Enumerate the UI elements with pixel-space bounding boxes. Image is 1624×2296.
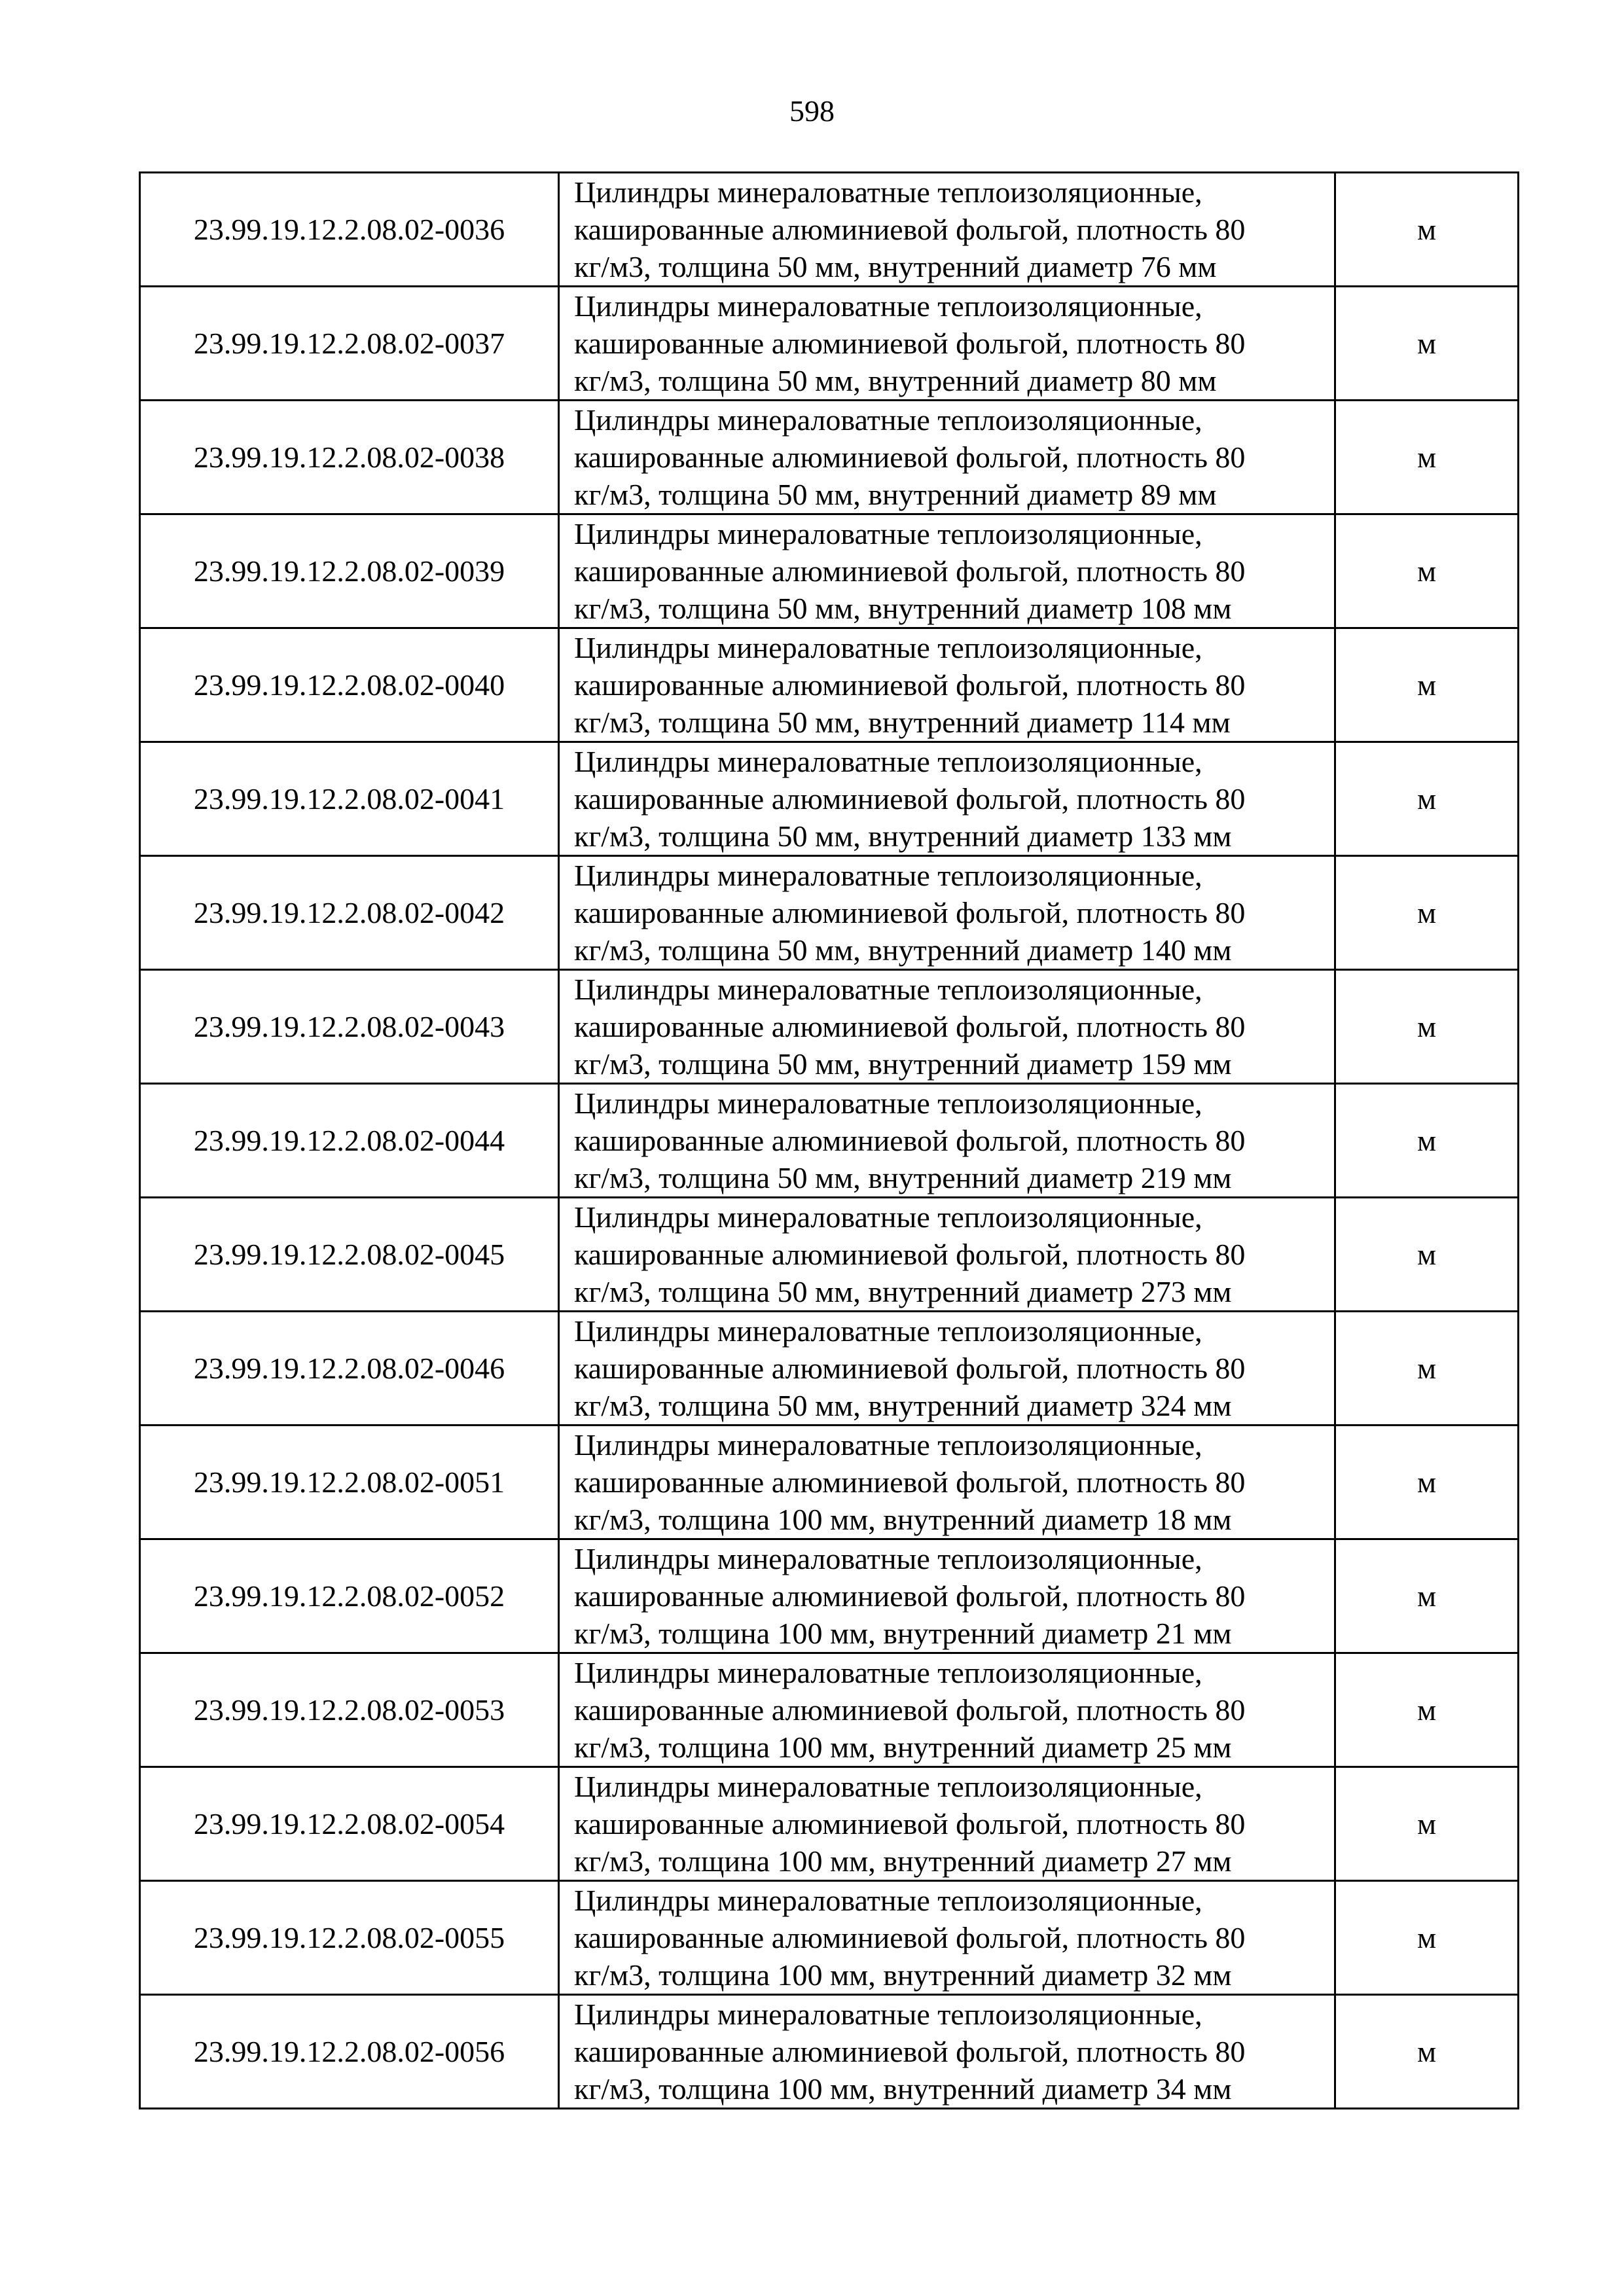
description-line: Цилиндры минераловатные теплоизоляционные, [574, 289, 1202, 323]
resource-table [139, 171, 1519, 2109]
resource-description [559, 287, 1335, 401]
description-line: кашированные алюминиевой фольгой, плотность 80 [574, 213, 1246, 246]
unit-of-measure: м [1335, 287, 1519, 401]
description-line: Цилиндры минераловатные теплоизоляционные, [574, 973, 1202, 1006]
description-line: кашированные алюминиевой фольгой, плотность 80 [574, 2035, 1246, 2068]
resource-code: 23.99.19.12.2.08.02-0051 [140, 1426, 559, 1539]
table-row [140, 1767, 1519, 1881]
description-line: кашированные алюминиевой фольгой, плотность 80 [574, 440, 1246, 474]
table-row [140, 401, 1519, 514]
resource-code: 23.99.19.12.2.08.02-0039 [140, 514, 559, 628]
unit-of-measure: м [1335, 856, 1519, 970]
unit-of-measure: м [1335, 970, 1519, 1084]
description-line: Цилиндры минераловатные теплоизоляционные, [574, 1770, 1202, 1803]
table-row [140, 1995, 1519, 2109]
table-row [140, 628, 1519, 742]
resource-code: 23.99.19.12.2.08.02-0055 [140, 1881, 559, 1995]
unit-of-measure: м [1335, 173, 1519, 287]
resource-code: 23.99.19.12.2.08.02-0044 [140, 1084, 559, 1198]
table-row [140, 742, 1519, 856]
description-line: кашированные алюминиевой фольгой, плотность 80 [574, 554, 1246, 588]
description-line: кг/м3, толщина 50 мм, внутренний диаметр 80 мм [574, 364, 1217, 397]
description-line: Цилиндры минераловатные теплоизоляционные, [574, 859, 1202, 892]
description-line: Цилиндры минераловатные теплоизоляционные, [574, 1314, 1202, 1348]
description-line: кг/м3, толщина 50 мм, внутренний диаметр 133 мм [574, 819, 1232, 853]
description-line: кг/м3, толщина 50 мм, внутренний диаметр 76 мм [574, 250, 1217, 283]
description-line: кг/м3, толщина 100 мм, внутренний диаметр 32 мм [574, 1958, 1232, 1992]
description-line: кг/м3, толщина 100 мм, внутренний диаметр 27 мм [574, 1844, 1232, 1878]
unit-of-measure: м [1335, 1653, 1519, 1767]
page-number: 598 [789, 94, 835, 128]
table-row [140, 1312, 1519, 1426]
resource-description [559, 742, 1335, 856]
description-line: кашированные алюминиевой фольгой, плотность 80 [574, 668, 1246, 702]
description-line: кг/м3, толщина 50 мм, внутренний диаметр 114 мм [574, 706, 1231, 739]
resource-code: 23.99.19.12.2.08.02-0046 [140, 1312, 559, 1426]
unit-of-measure: м [1335, 1995, 1519, 2109]
resource-description [559, 1881, 1335, 1995]
unit-of-measure: м [1335, 1426, 1519, 1539]
description-line: Цилиндры минераловатные теплоизоляционные, [574, 1656, 1202, 1689]
unit-of-measure: м [1335, 514, 1519, 628]
description-line: кг/м3, толщина 50 мм, внутренний диаметр 273 мм [574, 1275, 1232, 1308]
description-line: кг/м3, толщина 50 мм, внутренний диаметр 140 мм [574, 933, 1232, 967]
resource-description [559, 173, 1335, 287]
description-line: кг/м3, толщина 50 мм, внутренний диаметр 89 мм [574, 478, 1217, 511]
resource-description [559, 514, 1335, 628]
description-line: кг/м3, толщина 50 мм, внутренний диаметр 108 мм [574, 592, 1232, 625]
resource-description [559, 628, 1335, 742]
unit-of-measure: м [1335, 1767, 1519, 1881]
resource-description [559, 1312, 1335, 1426]
description-line: кашированные алюминиевой фольгой, плотность 80 [574, 1010, 1246, 1043]
description-line: кашированные алюминиевой фольгой, плотность 80 [574, 1921, 1246, 1954]
resource-description [559, 1767, 1335, 1881]
unit-of-measure: м [1335, 628, 1519, 742]
resource-description [559, 856, 1335, 970]
description-line: кг/м3, толщина 50 мм, внутренний диаметр 324 мм [574, 1389, 1232, 1422]
description-line: Цилиндры минераловатные теплоизоляционные, [574, 1542, 1202, 1575]
table-row [140, 1653, 1519, 1767]
description-line: кг/м3, толщина 50 мм, внутренний диаметр 159 мм [574, 1047, 1232, 1081]
unit-of-measure: м [1335, 1312, 1519, 1426]
table-row [140, 514, 1519, 628]
resource-code: 23.99.19.12.2.08.02-0043 [140, 970, 559, 1084]
resource-code: 23.99.19.12.2.08.02-0056 [140, 1995, 559, 2109]
description-line: кг/м3, толщина 100 мм, внутренний диаметр 25 мм [574, 1731, 1232, 1764]
description-line: Цилиндры минераловатные теплоизоляционные, [574, 1998, 1202, 2031]
table-row [140, 173, 1519, 287]
resource-description [559, 1653, 1335, 1767]
unit-of-measure: м [1335, 1539, 1519, 1653]
resource-code: 23.99.19.12.2.08.02-0054 [140, 1767, 559, 1881]
description-line: кашированные алюминиевой фольгой, плотность 80 [574, 1238, 1246, 1271]
description-line: кг/м3, толщина 100 мм, внутренний диаметр 21 мм [574, 1617, 1232, 1650]
resource-code: 23.99.19.12.2.08.02-0037 [140, 287, 559, 401]
resource-description [559, 1995, 1335, 2109]
description-line: кг/м3, толщина 50 мм, внутренний диаметр 219 мм [574, 1161, 1232, 1194]
resource-code: 23.99.19.12.2.08.02-0038 [140, 401, 559, 514]
resource-code: 23.99.19.12.2.08.02-0036 [140, 173, 559, 287]
description-line: Цилиндры минераловатные теплоизоляционные, [574, 175, 1202, 209]
description-line: кашированные алюминиевой фольгой, плотность 80 [574, 1465, 1246, 1499]
resource-description [559, 1539, 1335, 1653]
resource-code: 23.99.19.12.2.08.02-0053 [140, 1653, 559, 1767]
description-line: Цилиндры минераловатные теплоизоляционные, [574, 1884, 1202, 1917]
description-line: Цилиндры минераловатные теплоизоляционные, [574, 745, 1202, 778]
resource-description [559, 401, 1335, 514]
description-line: Цилиндры минераловатные теплоизоляционные, [574, 517, 1202, 550]
description-line: Цилиндры минераловатные теплоизоляционные, [574, 403, 1202, 437]
resource-description [559, 970, 1335, 1084]
table-row [140, 1084, 1519, 1198]
resource-description [559, 1198, 1335, 1312]
description-line: кашированные алюминиевой фольгой, плотность 80 [574, 896, 1246, 929]
unit-of-measure: м [1335, 742, 1519, 856]
resource-table-body [140, 173, 1519, 2109]
table-row [140, 1539, 1519, 1653]
description-line: кашированные алюминиевой фольгой, плотность 80 [574, 1807, 1246, 1840]
description-line: кг/м3, толщина 100 мм, внутренний диаметр 18 мм [574, 1503, 1232, 1536]
description-line: кашированные алюминиевой фольгой, плотность 80 [574, 1124, 1246, 1157]
description-line: кашированные алюминиевой фольгой, плотность 80 [574, 1693, 1246, 1727]
resource-code: 23.99.19.12.2.08.02-0040 [140, 628, 559, 742]
table-row [140, 287, 1519, 401]
unit-of-measure: м [1335, 1084, 1519, 1198]
description-line: Цилиндры минераловатные теплоизоляционные, [574, 1200, 1202, 1234]
unit-of-measure: м [1335, 401, 1519, 514]
resource-code: 23.99.19.12.2.08.02-0042 [140, 856, 559, 970]
table-row [140, 1426, 1519, 1539]
resource-code: 23.99.19.12.2.08.02-0052 [140, 1539, 559, 1653]
description-line: кашированные алюминиевой фольгой, плотность 80 [574, 1352, 1246, 1385]
unit-of-measure: м [1335, 1881, 1519, 1995]
table-row [140, 1881, 1519, 1995]
table-row [140, 1198, 1519, 1312]
table-row [140, 856, 1519, 970]
description-line: Цилиндры минераловатные теплоизоляционные, [574, 1428, 1202, 1462]
description-line: кг/м3, толщина 100 мм, внутренний диаметр 34 мм [574, 2072, 1232, 2106]
description-line: Цилиндры минераловатные теплоизоляционные, [574, 1086, 1202, 1120]
resource-description [559, 1084, 1335, 1198]
resource-description [559, 1426, 1335, 1539]
description-line: кашированные алюминиевой фольгой, плотность 80 [574, 782, 1246, 816]
description-line: Цилиндры минераловатные теплоизоляционные, [574, 631, 1202, 664]
table-row [140, 970, 1519, 1084]
description-line: кашированные алюминиевой фольгой, плотность 80 [574, 1579, 1246, 1613]
unit-of-measure: м [1335, 1198, 1519, 1312]
resource-code: 23.99.19.12.2.08.02-0041 [140, 742, 559, 856]
resource-code: 23.99.19.12.2.08.02-0045 [140, 1198, 559, 1312]
description-line: кашированные алюминиевой фольгой, плотность 80 [574, 327, 1246, 360]
